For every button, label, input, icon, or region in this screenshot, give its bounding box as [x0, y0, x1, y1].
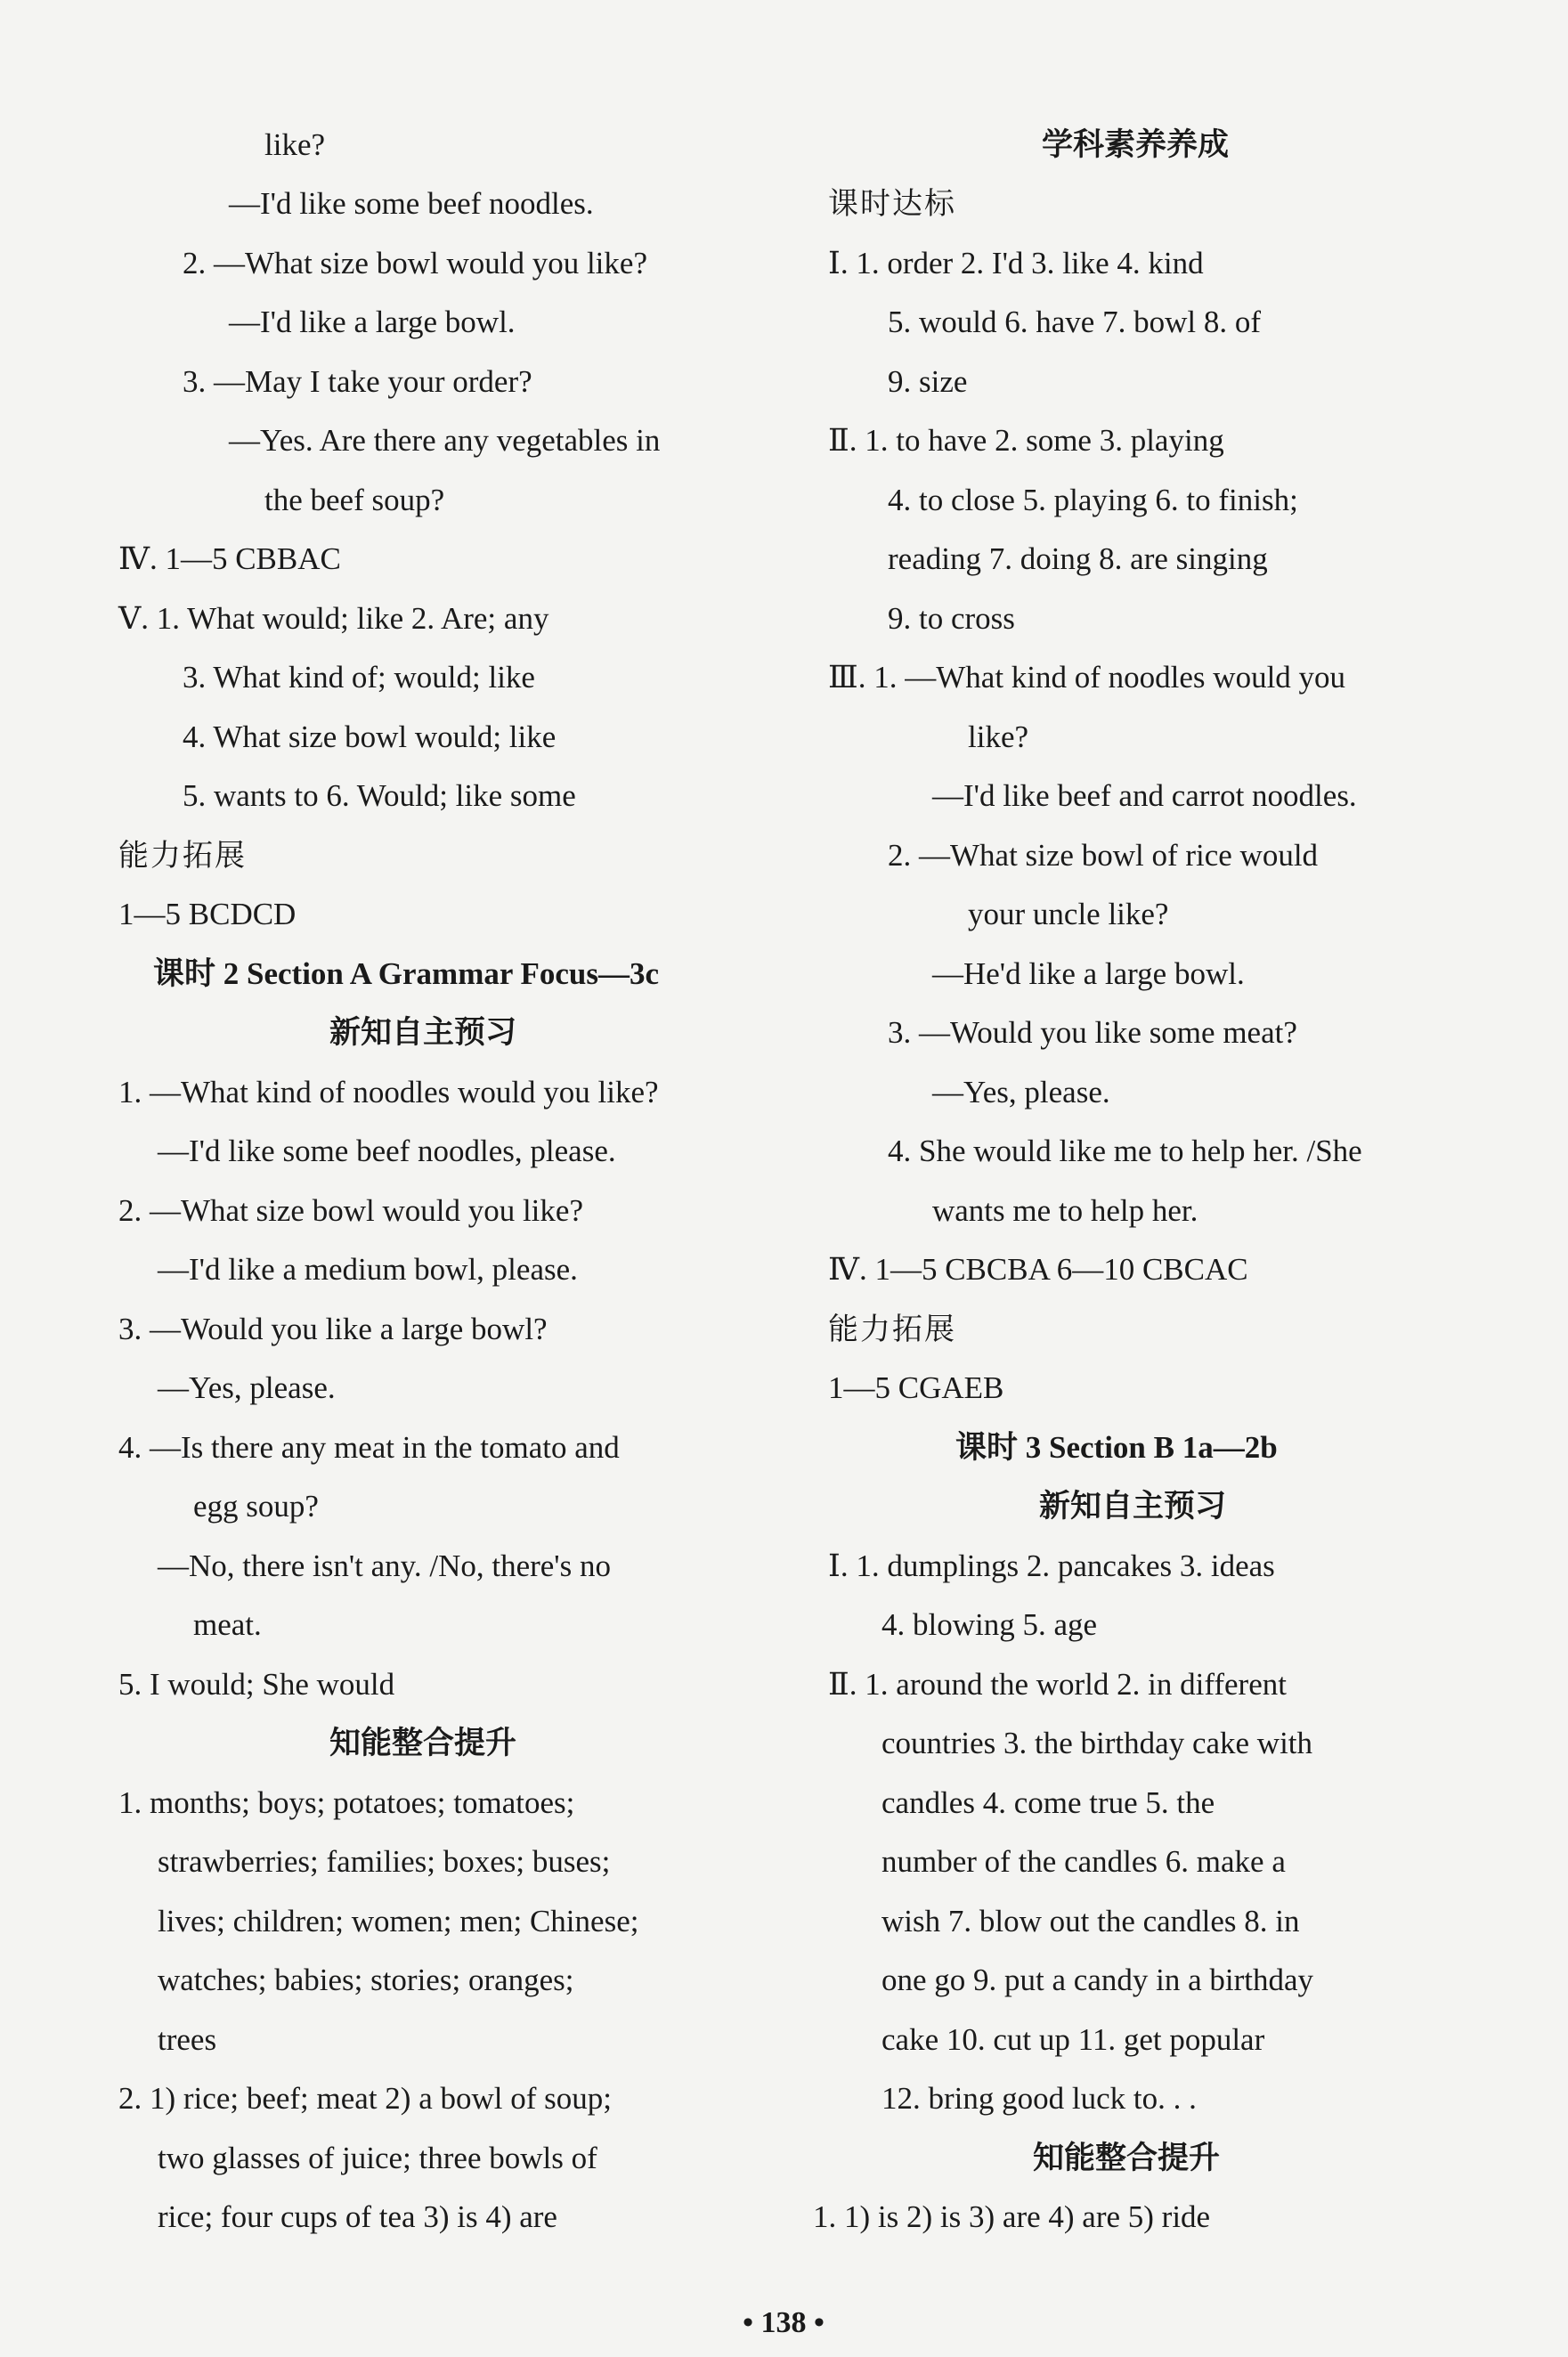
lesson-heading: 课时 3 Section B 1a—2b — [955, 1430, 1278, 1465]
subsection-heading: 新知自主预习 — [329, 1015, 517, 1051]
text-line: egg soup? — [193, 1489, 319, 1524]
text-line: trees — [158, 2022, 217, 2057]
text-line: 2. —What size bowl of rice would — [888, 838, 1319, 873]
text-line: one go 9. put a candy in a birthday — [881, 1963, 1314, 1997]
text-line: 1—5 CGAEB — [828, 1370, 1004, 1405]
text-line: —No, there isn't any. /No, there's no — [158, 1548, 611, 1583]
text-line: 3. What kind of; would; like — [183, 660, 535, 695]
text-line: lives; children; women; men; Chinese; — [158, 1904, 639, 1938]
text-line: two glasses of juice; three bowls of — [158, 2141, 597, 2175]
text-line: like? — [968, 719, 1029, 754]
text-line: 4. —Is there any meat in the tomato and — [118, 1430, 620, 1465]
text-line: 2. —What size bowl would you like? — [183, 246, 647, 280]
text-line: Ⅱ. 1. to have 2. some 3. playing — [828, 423, 1224, 458]
text-line: —Yes. Are there any vegetables in — [229, 423, 661, 458]
subsection-heading: 知能整合提升 — [1033, 2141, 1221, 2176]
lesson-heading: 课时 2 Section A Grammar Focus—3c — [153, 956, 660, 991]
text-line: 1. 1) is 2) is 3) are 4) are 5) ride — [813, 2199, 1211, 2234]
section-heading: 能力拓展 — [828, 1312, 956, 1347]
text-line: strawberries; families; boxes; buses; — [158, 1844, 611, 1879]
text-line: 9. size — [888, 364, 968, 399]
text-line: Ⅳ. 1—5 CBCBA 6—10 CBCAC — [828, 1252, 1248, 1287]
text-line: Ⅰ. 1. dumplings 2. pancakes 3. ideas — [828, 1548, 1275, 1583]
text-line: 4. She would like me to help her. /She — [888, 1134, 1362, 1168]
section-heading: 能力拓展 — [118, 838, 247, 874]
text-line: 9. to cross — [888, 601, 1015, 636]
text-line: 5. would 6. have 7. bowl 8. of — [888, 305, 1261, 339]
section-heading: 学科素养养成 — [1042, 127, 1230, 163]
text-line: 3. —Would you like a large bowl? — [118, 1312, 548, 1346]
text-line: 5. I would; She would — [118, 1667, 395, 1702]
text-line: 2. —What size bowl would you like? — [118, 1193, 583, 1228]
text-line: the beef soup? — [264, 483, 445, 517]
text-line: 3. —May I take your order? — [183, 364, 532, 399]
text-line: rice; four cups of tea 3) is 4) are — [158, 2199, 557, 2234]
text-line: Ⅴ. 1. What would; like 2. Are; any — [118, 601, 549, 636]
text-line: 12. bring good luck to. . . — [881, 2081, 1197, 2116]
text-line: 4. to close 5. playing 6. to finish; — [888, 483, 1298, 517]
text-line: —Yes, please. — [158, 1370, 336, 1405]
page-number: • 138 • — [743, 2306, 825, 2339]
text-line: —He'd like a large bowl. — [932, 956, 1245, 991]
text-line: cake 10. cut up 11. get popular — [881, 2022, 1265, 2057]
text-line: 4. What size bowl would; like — [183, 719, 557, 754]
text-line: wants me to help her. — [932, 1193, 1198, 1228]
text-line: Ⅳ. 1—5 CBBAC — [118, 541, 341, 576]
text-line: wish 7. blow out the candles 8. in — [881, 1904, 1300, 1938]
text-line: —I'd like a large bowl. — [229, 305, 516, 339]
text-line: countries 3. the birthday cake with — [881, 1726, 1313, 1760]
text-line: like? — [264, 127, 326, 162]
text-line: —I'd like some beef noodles, please. — [158, 1134, 616, 1168]
text-line: reading 7. doing 8. are singing — [888, 541, 1268, 576]
text-line: meat. — [193, 1607, 262, 1642]
text-line: Ⅰ. 1. order 2. I'd 3. like 4. kind — [828, 246, 1204, 280]
text-line: —I'd like some beef noodles. — [229, 186, 594, 221]
section-heading: 课时达标 — [828, 186, 956, 222]
text-line: watches; babies; stories; oranges; — [158, 1963, 574, 1997]
subsection-heading: 新知自主预习 — [1039, 1489, 1227, 1524]
text-line: 2. 1) rice; beef; meat 2) a bowl of soup; — [118, 2081, 612, 2116]
text-line: 3. —Would you like some meat? — [888, 1015, 1297, 1050]
text-line: —I'd like beef and carrot noodles. — [932, 778, 1357, 813]
text-line: your uncle like? — [968, 897, 1169, 931]
text-line: Ⅱ. 1. around the world 2. in different — [828, 1667, 1287, 1702]
text-line: 1. —What kind of noodles would you like? — [118, 1075, 659, 1109]
text-line: —Yes, please. — [932, 1075, 1110, 1109]
text-line: Ⅲ. 1. —What kind of noodles would you — [828, 660, 1346, 695]
text-line: number of the candles 6. make a — [881, 1844, 1286, 1879]
text-line: 4. blowing 5. age — [881, 1607, 1098, 1642]
text-line: 1—5 BCDCD — [118, 897, 297, 931]
text-line: candles 4. come true 5. the — [881, 1785, 1215, 1820]
text-line: 5. wants to 6. Would; like some — [183, 778, 576, 813]
text-line: —I'd like a medium bowl, please. — [158, 1252, 578, 1287]
subsection-heading: 知能整合提升 — [329, 1726, 517, 1761]
text-line: 1. months; boys; potatoes; tomatoes; — [118, 1785, 575, 1820]
